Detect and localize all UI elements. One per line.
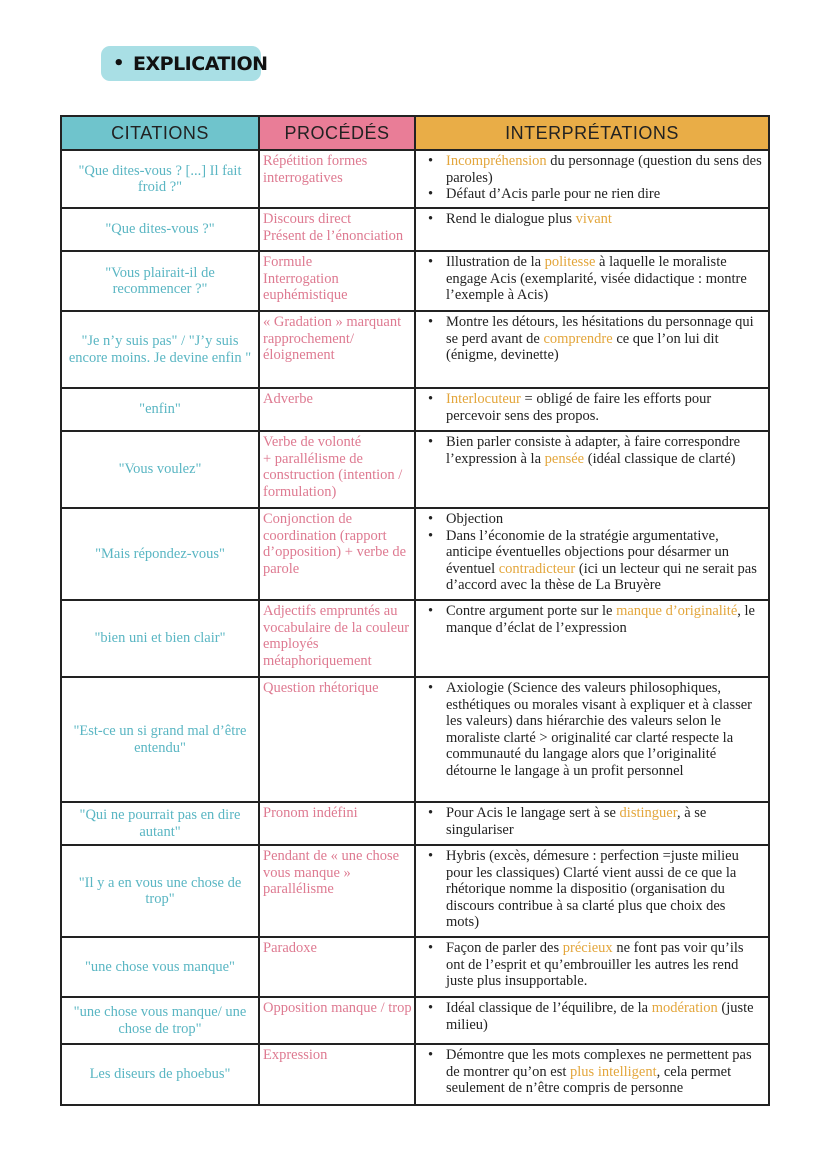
citation-cell: "bien uni et bien clair" (61, 600, 259, 677)
interpretation-cell (415, 208, 769, 251)
interpretation-item (424, 848, 762, 931)
interpretation-text: Objection (446, 511, 504, 527)
procede-cell: Discours direct Présent de l’énonciation (259, 208, 415, 251)
procede-cell: Opposition manque / trop (259, 997, 415, 1044)
citation-cell: "Vous voulez" (61, 431, 259, 508)
citation-cell: "Que dites-vous ? [...] Il fait froid ?" (61, 150, 259, 208)
citation-cell: "une chose vous manque" (61, 937, 259, 997)
procede-cell: Expression (259, 1044, 415, 1105)
interpretation-cell (415, 937, 769, 997)
interpretation-text: Axiologie (Science des valeurs philosophiques, esthétiques ou morales visant à expliquer et à classer les valeurs) dans hiérarchie des valeurs selon le moraliste clarté > originalité car clarté respecte la communauté du langage alors que l’originalité détourne le langage à un profit personnel (446, 680, 753, 779)
interpretation-text: Hybris (excès, démesure : perfection =juste milieu pour les classiques) Clarté vient aussi de ce que la rhétorique nomme la dispositio (organisation du discours contribue à sa clarté plus que choix des mots) (446, 848, 739, 930)
interpretation-list (424, 1047, 762, 1097)
procede-cell: Adjectifs empruntés au vocabulaire de la couleur employés métaphoriquement (259, 600, 415, 677)
procede-cell: Pendant de « une chose vous manque » parallélisme (259, 845, 415, 937)
citation-cell: "Il y a en vous une chose de trop" (61, 845, 259, 937)
table-row (61, 388, 769, 431)
interpretation-item (424, 680, 762, 779)
highlighted-term: modération (651, 1000, 718, 1016)
interpretation-text: Défaut d’Acis parle pour ne rien dire (446, 186, 661, 202)
interpretation-item (424, 1000, 762, 1033)
interpretation-text: Contre argument porte sur le (446, 603, 617, 619)
header-procedes: PROCÉDÉS (259, 116, 415, 150)
citation-cell: "Est-ce un si grand mal d’être entendu" (61, 677, 259, 802)
procede-cell: Adverbe (259, 388, 415, 431)
interpretation-list (424, 680, 762, 779)
table-row (61, 150, 769, 208)
procede-cell: Répétition formes interrogatives (259, 150, 415, 208)
interpretation-cell (415, 802, 769, 845)
table-row (61, 311, 769, 388)
highlighted-term: Incompréhension (446, 153, 547, 169)
interpretation-cell (415, 997, 769, 1044)
highlighted-term: manque d’originalité (616, 603, 738, 619)
table-row (61, 802, 769, 845)
table-row (61, 1044, 769, 1105)
citation-cell: "Que dites-vous ?" (61, 208, 259, 251)
interpretation-item (424, 1047, 762, 1097)
highlighted-term: vivant (575, 211, 612, 227)
header-citations: CITATIONS (61, 116, 259, 150)
interpretation-list (424, 314, 762, 364)
highlighted-term: contradicteur (498, 560, 576, 577)
citation-cell: "Qui ne pourrait pas en dire autant" (61, 802, 259, 845)
interpretation-text: Façon de parler des (446, 940, 563, 956)
interpretation-cell (415, 677, 769, 802)
interpretation-list (424, 254, 762, 304)
interpretation-text: , cela permet seulement de n’être compris de personne (446, 1063, 732, 1096)
interpretation-item (424, 211, 762, 228)
interpretation-item (424, 603, 762, 636)
interpretation-text: Dans l’économie de la stratégie argumentative, anticipe éventuelles objections pour désarmer un éventuel (446, 527, 730, 577)
interpretation-text: (ici un lecteur qui ne serait pas d’accord avec la thèse de La Bruyère (446, 560, 757, 593)
procede-cell: Pronom indéfini (259, 802, 415, 845)
citation-cell: "enfin" (61, 388, 259, 431)
citation-cell: "Mais répondez-vous" (61, 508, 259, 600)
interpretation-list (424, 603, 762, 636)
table-row (61, 600, 769, 677)
interpretation-cell (415, 845, 769, 937)
interpretation-text: (idéal classique de clarté) (584, 450, 736, 467)
interpretation-item (424, 940, 762, 990)
highlighted-term: Interlocuteur (446, 391, 521, 407)
highlighted-term: distinguer (619, 805, 677, 821)
interpretation-text: (juste milieu) (446, 1000, 754, 1033)
interpretation-text: du personnage (question du sens des paroles) (446, 153, 762, 186)
highlighted-term: plus intelligent (570, 1063, 657, 1080)
citation-cell: "Vous plairait-il de recommencer ?" (61, 251, 259, 311)
interpretation-cell (415, 251, 769, 311)
interpretation-text: , à se singulariser (446, 805, 707, 838)
procede-cell: Verbe de volonté + parallélisme de construction (intention / formulation) (259, 431, 415, 508)
interpretation-cell (415, 150, 769, 208)
section-title (101, 46, 268, 81)
explication-table (60, 115, 770, 1106)
table-row (61, 251, 769, 311)
procede-cell: Paradoxe (259, 937, 415, 997)
table-header-row (61, 116, 769, 150)
interpretation-text: Pour Acis le langage sert à se (446, 805, 620, 821)
interpretation-item (424, 434, 762, 467)
highlighted-term: comprendre (543, 330, 613, 347)
interpretation-item (424, 254, 762, 304)
interpretation-list (424, 211, 762, 228)
interpretation-list (424, 511, 762, 594)
interpretation-item (424, 314, 762, 364)
interpretation-text: ce que l’on lui dit (énigme, devinette) (446, 330, 719, 363)
interpretation-text: Idéal classique de l’équilibre, de la (446, 1000, 652, 1016)
procede-cell: Formule Interrogation euphémistique (259, 251, 415, 311)
table-row (61, 208, 769, 251)
interpretation-list (424, 848, 762, 931)
interpretation-item (424, 186, 762, 203)
bullet-icon: • (113, 53, 125, 74)
interpretation-list (424, 1000, 762, 1033)
highlighted-term: politesse (544, 254, 596, 270)
table-row (61, 997, 769, 1044)
table-row (61, 677, 769, 802)
interpretation-list (424, 434, 762, 467)
interpretation-text: Montre les détours, les hésitations du personnage qui se perd avant de (446, 314, 754, 347)
interpretation-list (424, 805, 762, 838)
interpretation-cell (415, 508, 769, 600)
highlighted-term: précieux (562, 940, 613, 956)
interpretation-cell (415, 1044, 769, 1105)
highlighted-term: pensée (544, 450, 585, 467)
interpretation-list (424, 153, 762, 203)
interpretation-list (424, 940, 762, 990)
citation-cell: Les diseurs de phoebus" (61, 1044, 259, 1105)
table-row (61, 845, 769, 937)
interpretation-text: à laquelle le moraliste engage Acis (exemplarité, visée didactique : montre l’exemple à Acis) (446, 254, 747, 303)
interpretation-item (424, 391, 762, 424)
interpretation-cell (415, 431, 769, 508)
table-row (61, 937, 769, 997)
interpretation-item (424, 805, 762, 838)
interpretation-text: Bien parler consiste à adapter, à faire correspondre l’expression à la (446, 434, 741, 467)
interpretation-item (424, 528, 762, 594)
interpretation-text: Illustration de la (446, 254, 545, 270)
citation-cell: "Je n’y suis pas" / "J’y suis encore moins. Je devine enfin " (61, 311, 259, 388)
interpretation-text: ne font pas voir qu’ils ont de l’esprit et qu’embrouiller les autres les rend juste plus insupportable. (446, 940, 744, 989)
procede-cell: Conjonction de coordination (rapport d’opposition) + verbe de parole (259, 508, 415, 600)
citation-cell: "une chose vous manque/ une chose de trop" (61, 997, 259, 1044)
interpretation-cell (415, 311, 769, 388)
interpretation-cell (415, 388, 769, 431)
interpretation-item (424, 511, 762, 528)
interpretation-list (424, 391, 762, 424)
table-row (61, 508, 769, 600)
interpretation-text: Rend le dialogue plus (446, 211, 576, 227)
interpretation-text: , le manque d’éclat de l’expression (446, 603, 755, 636)
procede-cell: « Gradation » marquant rapprochement/ éloignement (259, 311, 415, 388)
table-row (61, 431, 769, 508)
interpretation-cell (415, 600, 769, 677)
header-interpretations: INTERPRÉTATIONS (415, 116, 769, 150)
interpretation-item (424, 153, 762, 186)
interpretation-text: Démontre que les mots complexes ne permettent pas de montrer qu’on est (446, 1047, 752, 1080)
section-title-text: EXPLICATION (133, 52, 268, 75)
procede-cell: Question rhétorique (259, 677, 415, 802)
interpretation-text: = obligé de faire les efforts pour percevoir sens des propos. (446, 391, 712, 424)
